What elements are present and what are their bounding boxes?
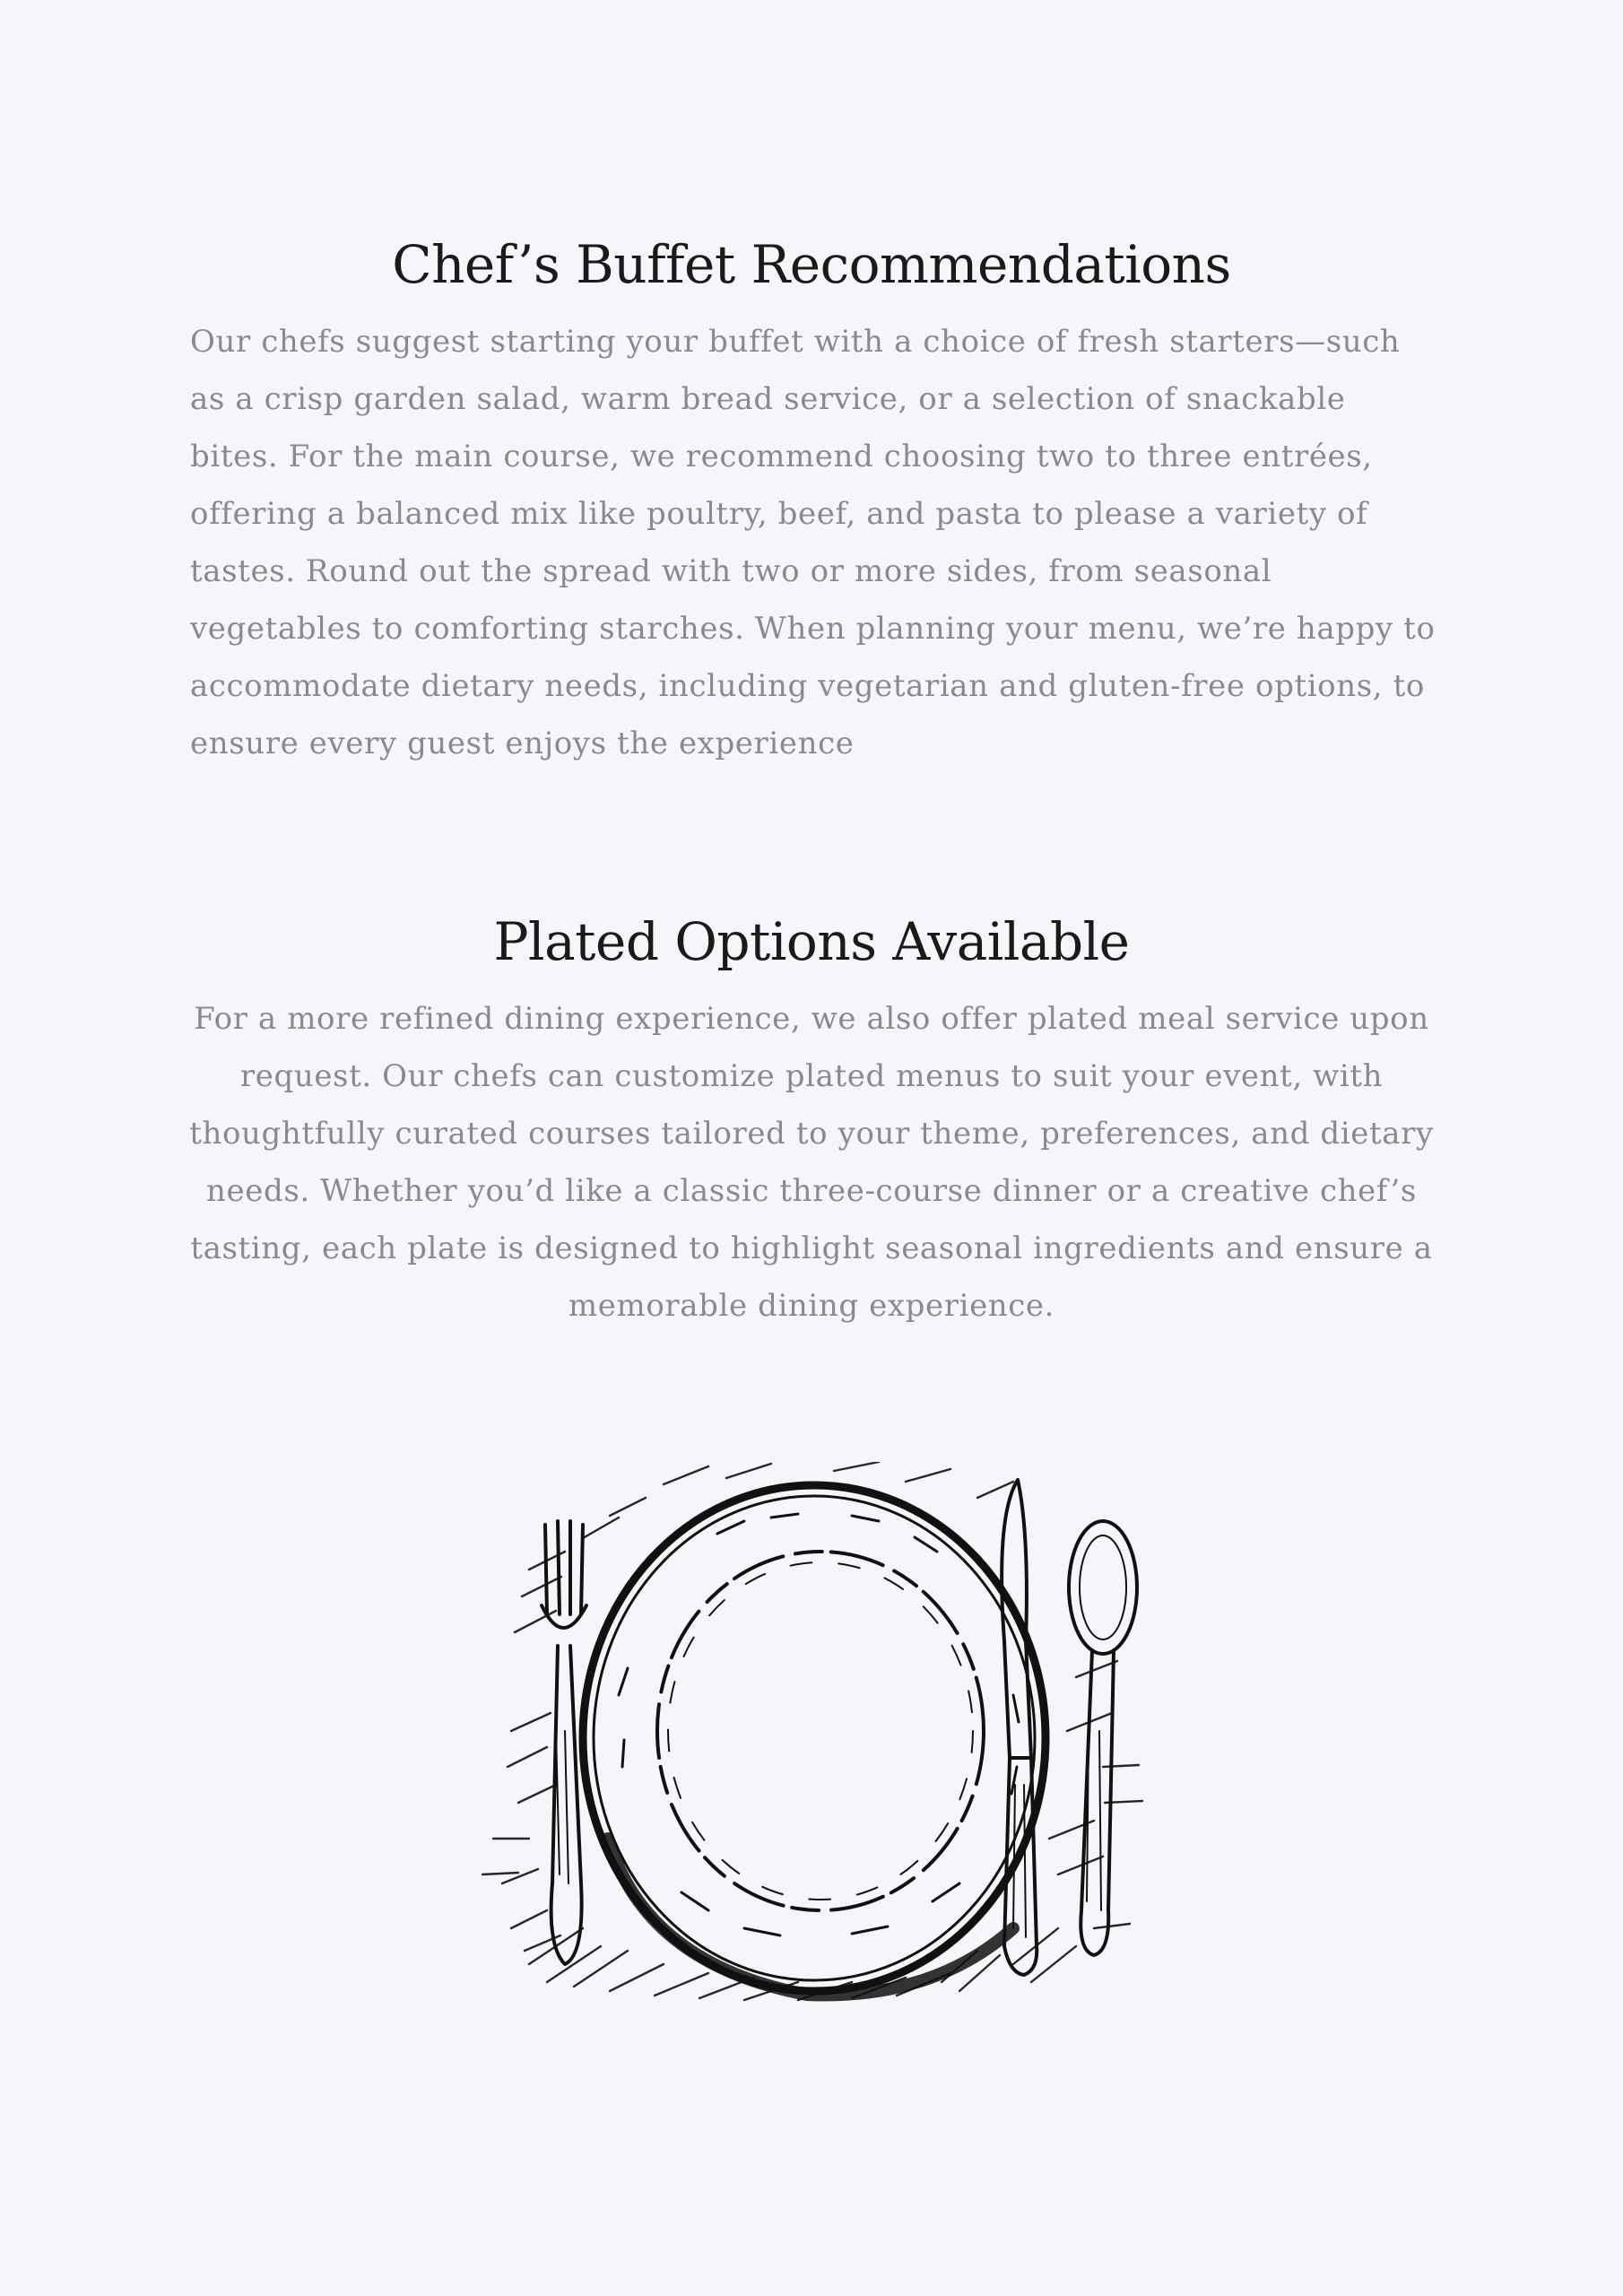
buffet-recommendations-section [179,229,1444,772]
plated-section-title: Plated Options Available [493,911,1130,972]
buffet-section-title: Chef’s Buffet Recommendations [392,234,1231,295]
plated-section-body: For a more refined dining experience, we also offer plated meal service upon request. Our chefs can customize plated menus to suit your event, with thoughtfully curated courses tailored to your theme, preferences, and dietary needs. Whether you’d like a classic three-course dinner or a creative chef’s tasting, each plate is designed to highlight seasonal ingredients and ensure a memorable dining experience. [189,1001,1434,1324]
buffet-section-body: Our chefs suggest starting your buffet with a choice of fresh starters—such as a crisp garden salad, warm bread service, or a selection of snackable bites. For the main course, we recommend choosing two to three entrées, offering a balanced mix like poultry, beef, and pasta to please a variety of tastes. Round out the spread with two or more sides, from seasonal vegetables to comforting starches. When planning your menu, we’re happy to accommodate dietary needs, including vegetarian and gluten-free options, to ensure every guest enjoys the experience [190,324,1436,761]
plated-options-section [179,906,1444,1335]
place-setting-icon [475,1462,1148,2018]
